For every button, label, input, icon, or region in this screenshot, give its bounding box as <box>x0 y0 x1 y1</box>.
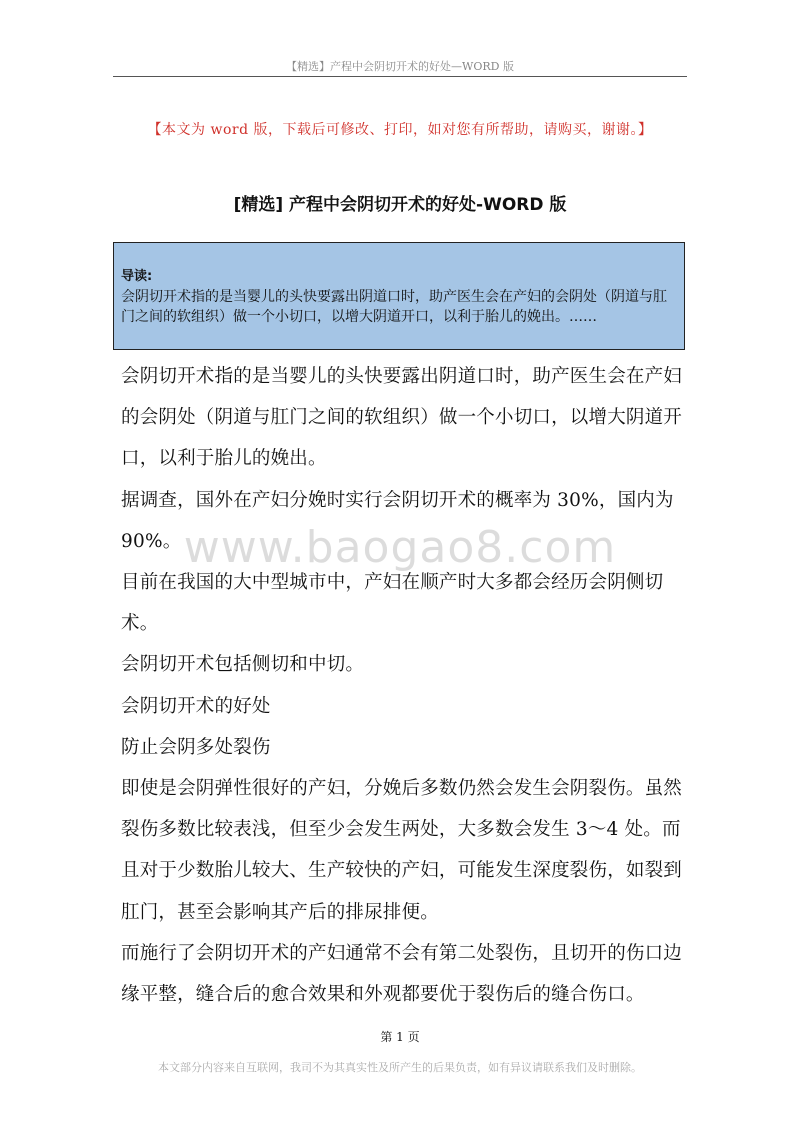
purchase-notice: 【本文为 word 版，下载后可修改、打印，如对您有所帮助，请购买，谢谢。】 <box>147 122 653 138</box>
header-divider <box>113 76 687 77</box>
watermark: www.baogao8.com <box>183 522 617 573</box>
paragraph-statistics: 据调查，国外在产妇分娩时实行会阴切开术的概率为 30%，国内为 90%。 <box>121 489 674 552</box>
guide-label: 导读: <box>121 269 153 284</box>
paragraph-cities: 目前在我国的大中型城市中，产妇在顺产时大多都会经历会阴侧切术。 <box>121 572 664 635</box>
page-footer-disclaimer: 本文部分内容来自互联网，我司不为其真实性及所产生的后果负责，如有异议请联系我们及时删除。 <box>158 1061 642 1074</box>
page-number: 第 1 页 <box>380 1030 420 1044</box>
subheading-prevent-tears: 防止会阴多处裂伤 <box>121 736 271 758</box>
document-title: [精选] 产程中会阴切开术的好处-WORD 版 <box>233 195 567 215</box>
paragraph-types: 会阴切开术包括侧切和中切。 <box>121 654 365 676</box>
page-header: 【精选】产程中会阴切开术的好处—WORD 版 <box>286 60 514 73</box>
paragraph-tears: 即使是会阴弹性很好的产妇，分娩后多数仍然会发生会阴裂伤。虽然裂伤多数比较表浅，但至少会发生两处，大多数会发生 3～4 处。而且对于少数胎儿较大、生产较快的产妇，可能发生深度裂伤，如裂到肛门，甚至会影响其产后的排尿排便。 <box>121 778 683 923</box>
paragraph-definition: 会阴切开术指的是当婴儿的头快要露出阴道口时，助产医生会在产妇的会阴处（阴道与肛门之间的软组织）做一个小切口，以增大阴道开口，以利于胎儿的娩出。 <box>121 366 683 470</box>
section-heading-benefits: 会阴切开术的好处 <box>121 695 271 717</box>
paragraph-incision-benefit: 而施行了会阴切开术的产妇通常不会有第二处裂伤，且切开的伤口边缘平整，缝合后的愈合效果和外观都要优于裂伤后的缝合伤口。 <box>121 942 683 1006</box>
guide-text: 会阴切开术指的是当婴儿的头快要露出阴道口时，助产医生会在产妇的会阴处（阴道与肛门之间的软组织）做一个小切口，以增大阴道开口，以利于胎儿的娩出。…… <box>121 289 667 325</box>
document-body <box>121 356 687 1015</box>
guide-box <box>113 242 685 350</box>
